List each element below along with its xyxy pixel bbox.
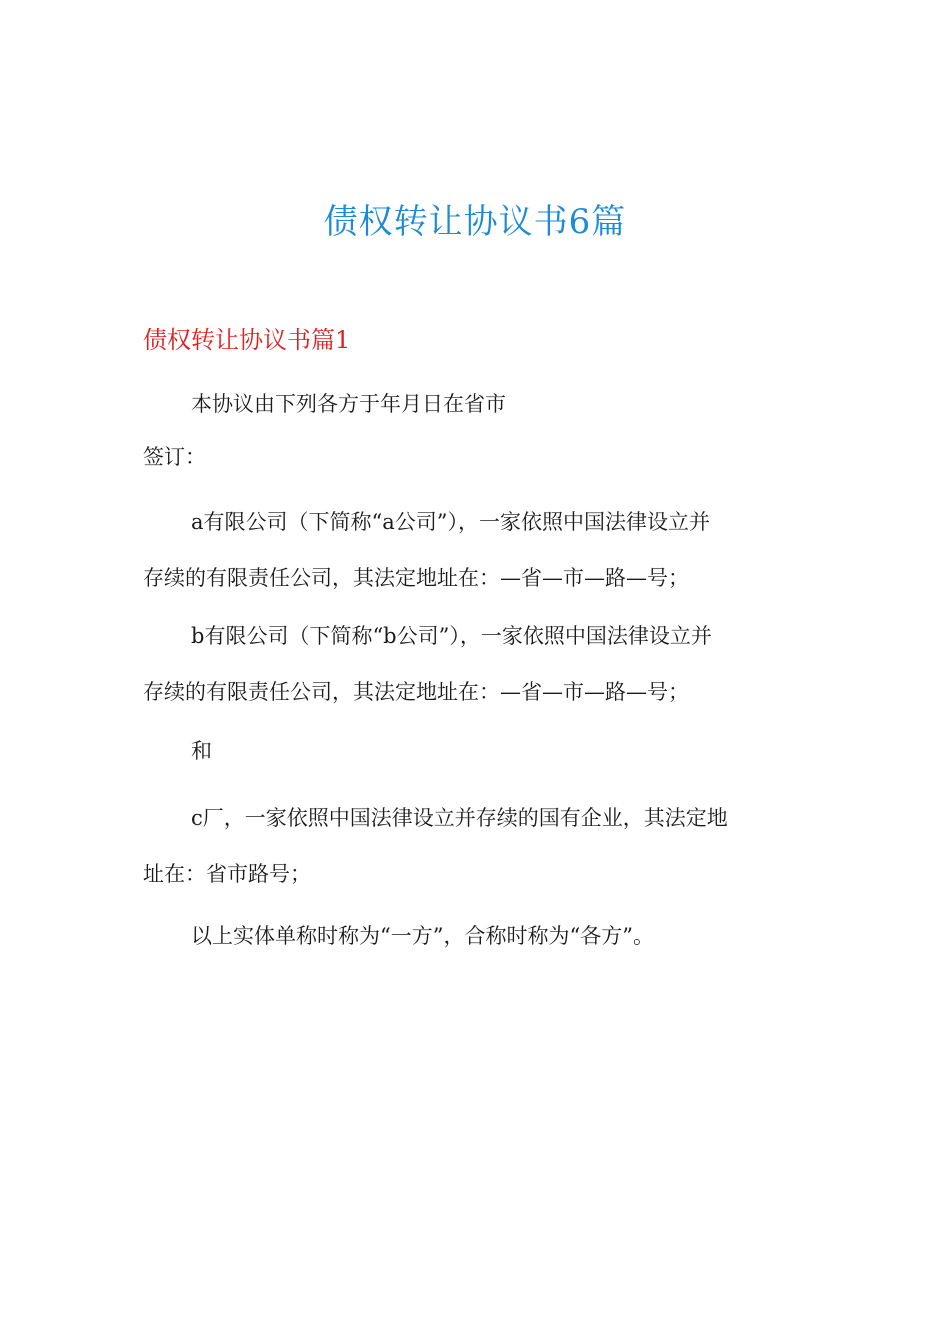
document-title: 债权转让协议书6篇 — [323, 202, 627, 242]
paragraph-signing — [143, 376, 823, 485]
paragraph-line: b有限公司（下简称“b公司”），一家依照中国法律设立并 — [191, 624, 712, 648]
paragraph-definitions — [143, 908, 823, 964]
paragraph-line: 签订： — [143, 445, 206, 469]
paragraph-party-c — [143, 790, 823, 902]
paragraph-party-a — [143, 494, 823, 606]
paragraph-line: 存续的有限责任公司，其法定地址在：—省—市—路—号； — [143, 680, 689, 704]
paragraph-line: 址在：省市路号； — [143, 862, 311, 886]
section-title: 债权转让协议书篇1 — [143, 326, 351, 354]
paragraph-line: 以上实体单称时称为“一方”，合称时称为“各方”。 — [191, 924, 654, 948]
paragraph-line: 本协议由下列各方于年月日在省市 — [191, 392, 506, 416]
paragraph-line: a有限公司（下简称“a公司”），一家依照中国法律设立并 — [191, 510, 711, 534]
paragraph-line: c厂，一家依照中国法律设立并存续的国有企业，其法定地 — [191, 806, 728, 830]
paragraph-line: 存续的有限责任公司，其法定地址在：—省—市—路—号； — [143, 566, 689, 590]
paragraph-line: 和 — [191, 739, 212, 763]
paragraph-and — [143, 723, 823, 779]
paragraph-party-b — [143, 608, 823, 720]
